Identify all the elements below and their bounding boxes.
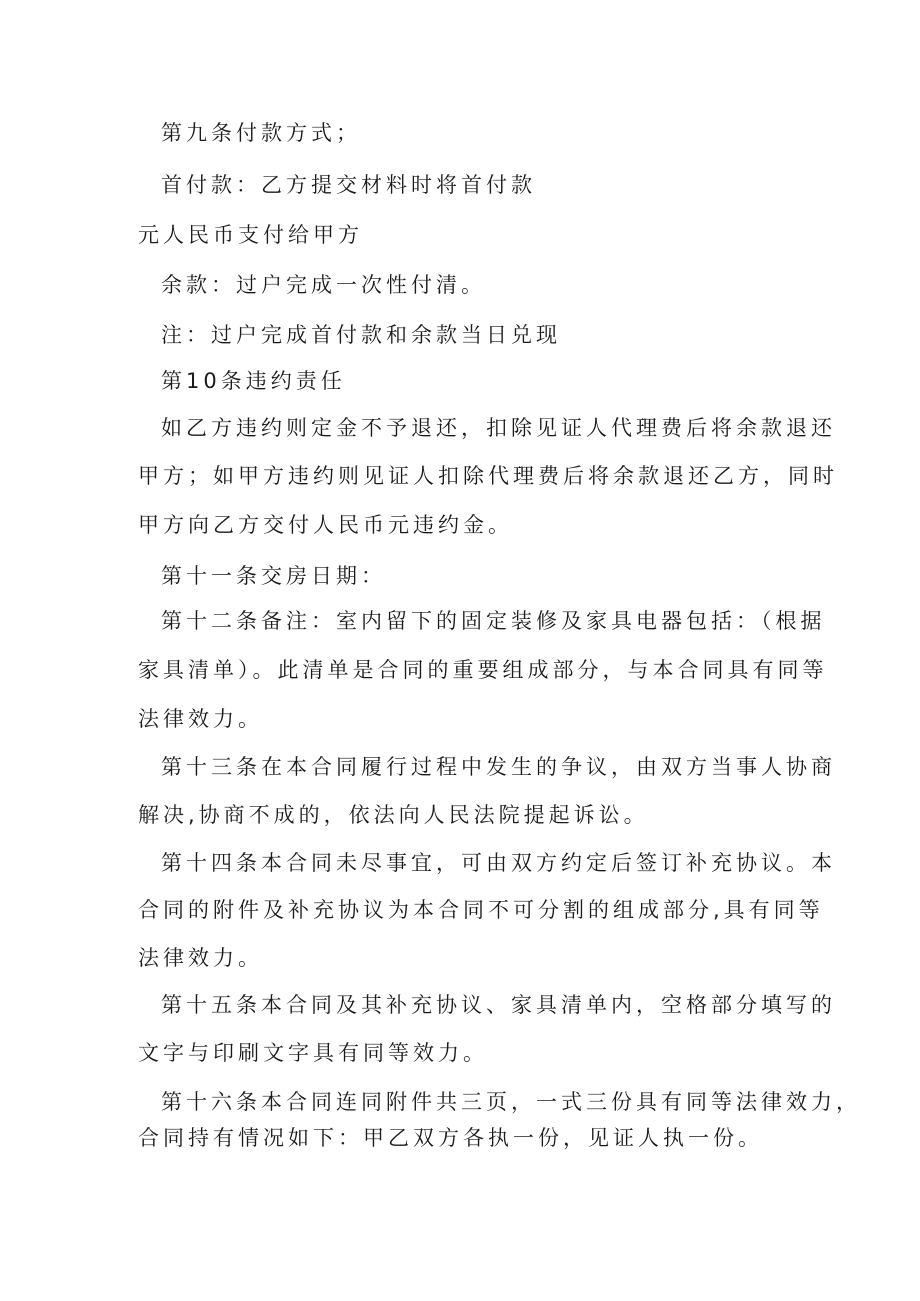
clause-13-text-cont: 解决,协商不成的，依法向人民法院提起诉讼。 — [138, 803, 649, 827]
clause-13-text: 第十三条在本合同履行过程中发生的争议，由双方当事人协商 — [161, 755, 836, 779]
clause-10-heading: 第10条违约责任 — [161, 369, 346, 393]
clause-11-heading: 第十一条交房日期： — [161, 564, 386, 588]
balance-line: 余款：过户完成一次性付清。 — [161, 273, 486, 297]
clause-14-text: 第十四条本合同未尽事宜，可由双方约定后签订补充协议。本 — [161, 851, 836, 875]
clause-12-text: 第十二条备注：室内留下的固定装修及家具电器包括：（根据 — [161, 609, 826, 633]
clause-14-text-cont: 合同的附件及补充协议为本合同不可分割的组成部分,具有同等 — [138, 898, 824, 922]
clause-14-text-cont: 法律效力。 — [138, 946, 263, 970]
clause-9-heading: 第九条付款方式； — [161, 121, 361, 145]
clause-12-text-cont: 家具清单）。此清单是合同的重要组成部分，与本合同具有同等 — [138, 658, 828, 682]
clause-10-text-cont: 甲方向乙方交付人民币元违约金。 — [138, 513, 513, 537]
clause-12-text-cont: 法律效力。 — [138, 707, 263, 731]
clause-15-text-cont: 文字与印刷文字具有同等效力。 — [138, 1041, 488, 1065]
clause-16-text-cont: 合同持有情况如下：甲乙双方各执一份，见证人执一份。 — [138, 1126, 763, 1150]
clause-10-text: 如乙方违约则定金不予退还，扣除见证人代理费后将余款退还 — [161, 416, 836, 440]
down-payment-line-cont: 元人民币支付给甲方 — [138, 223, 363, 247]
clause-15-text: 第十五条本合同及其补充协议、家具清单内，空格部分填写的 — [161, 993, 836, 1017]
down-payment-line: 首付款：乙方提交材料时将首付款 — [161, 173, 536, 197]
clause-10-text-cont: 甲方；如甲方违约则见证人扣除代理费后将余款退还乙方，同时 — [138, 464, 838, 488]
clause-16-text: 第十六条本合同连同附件共三页，一式三份具有同等法律效力， — [161, 1090, 861, 1114]
note-line: 注：过户完成首付款和余款当日兑现 — [161, 323, 561, 347]
